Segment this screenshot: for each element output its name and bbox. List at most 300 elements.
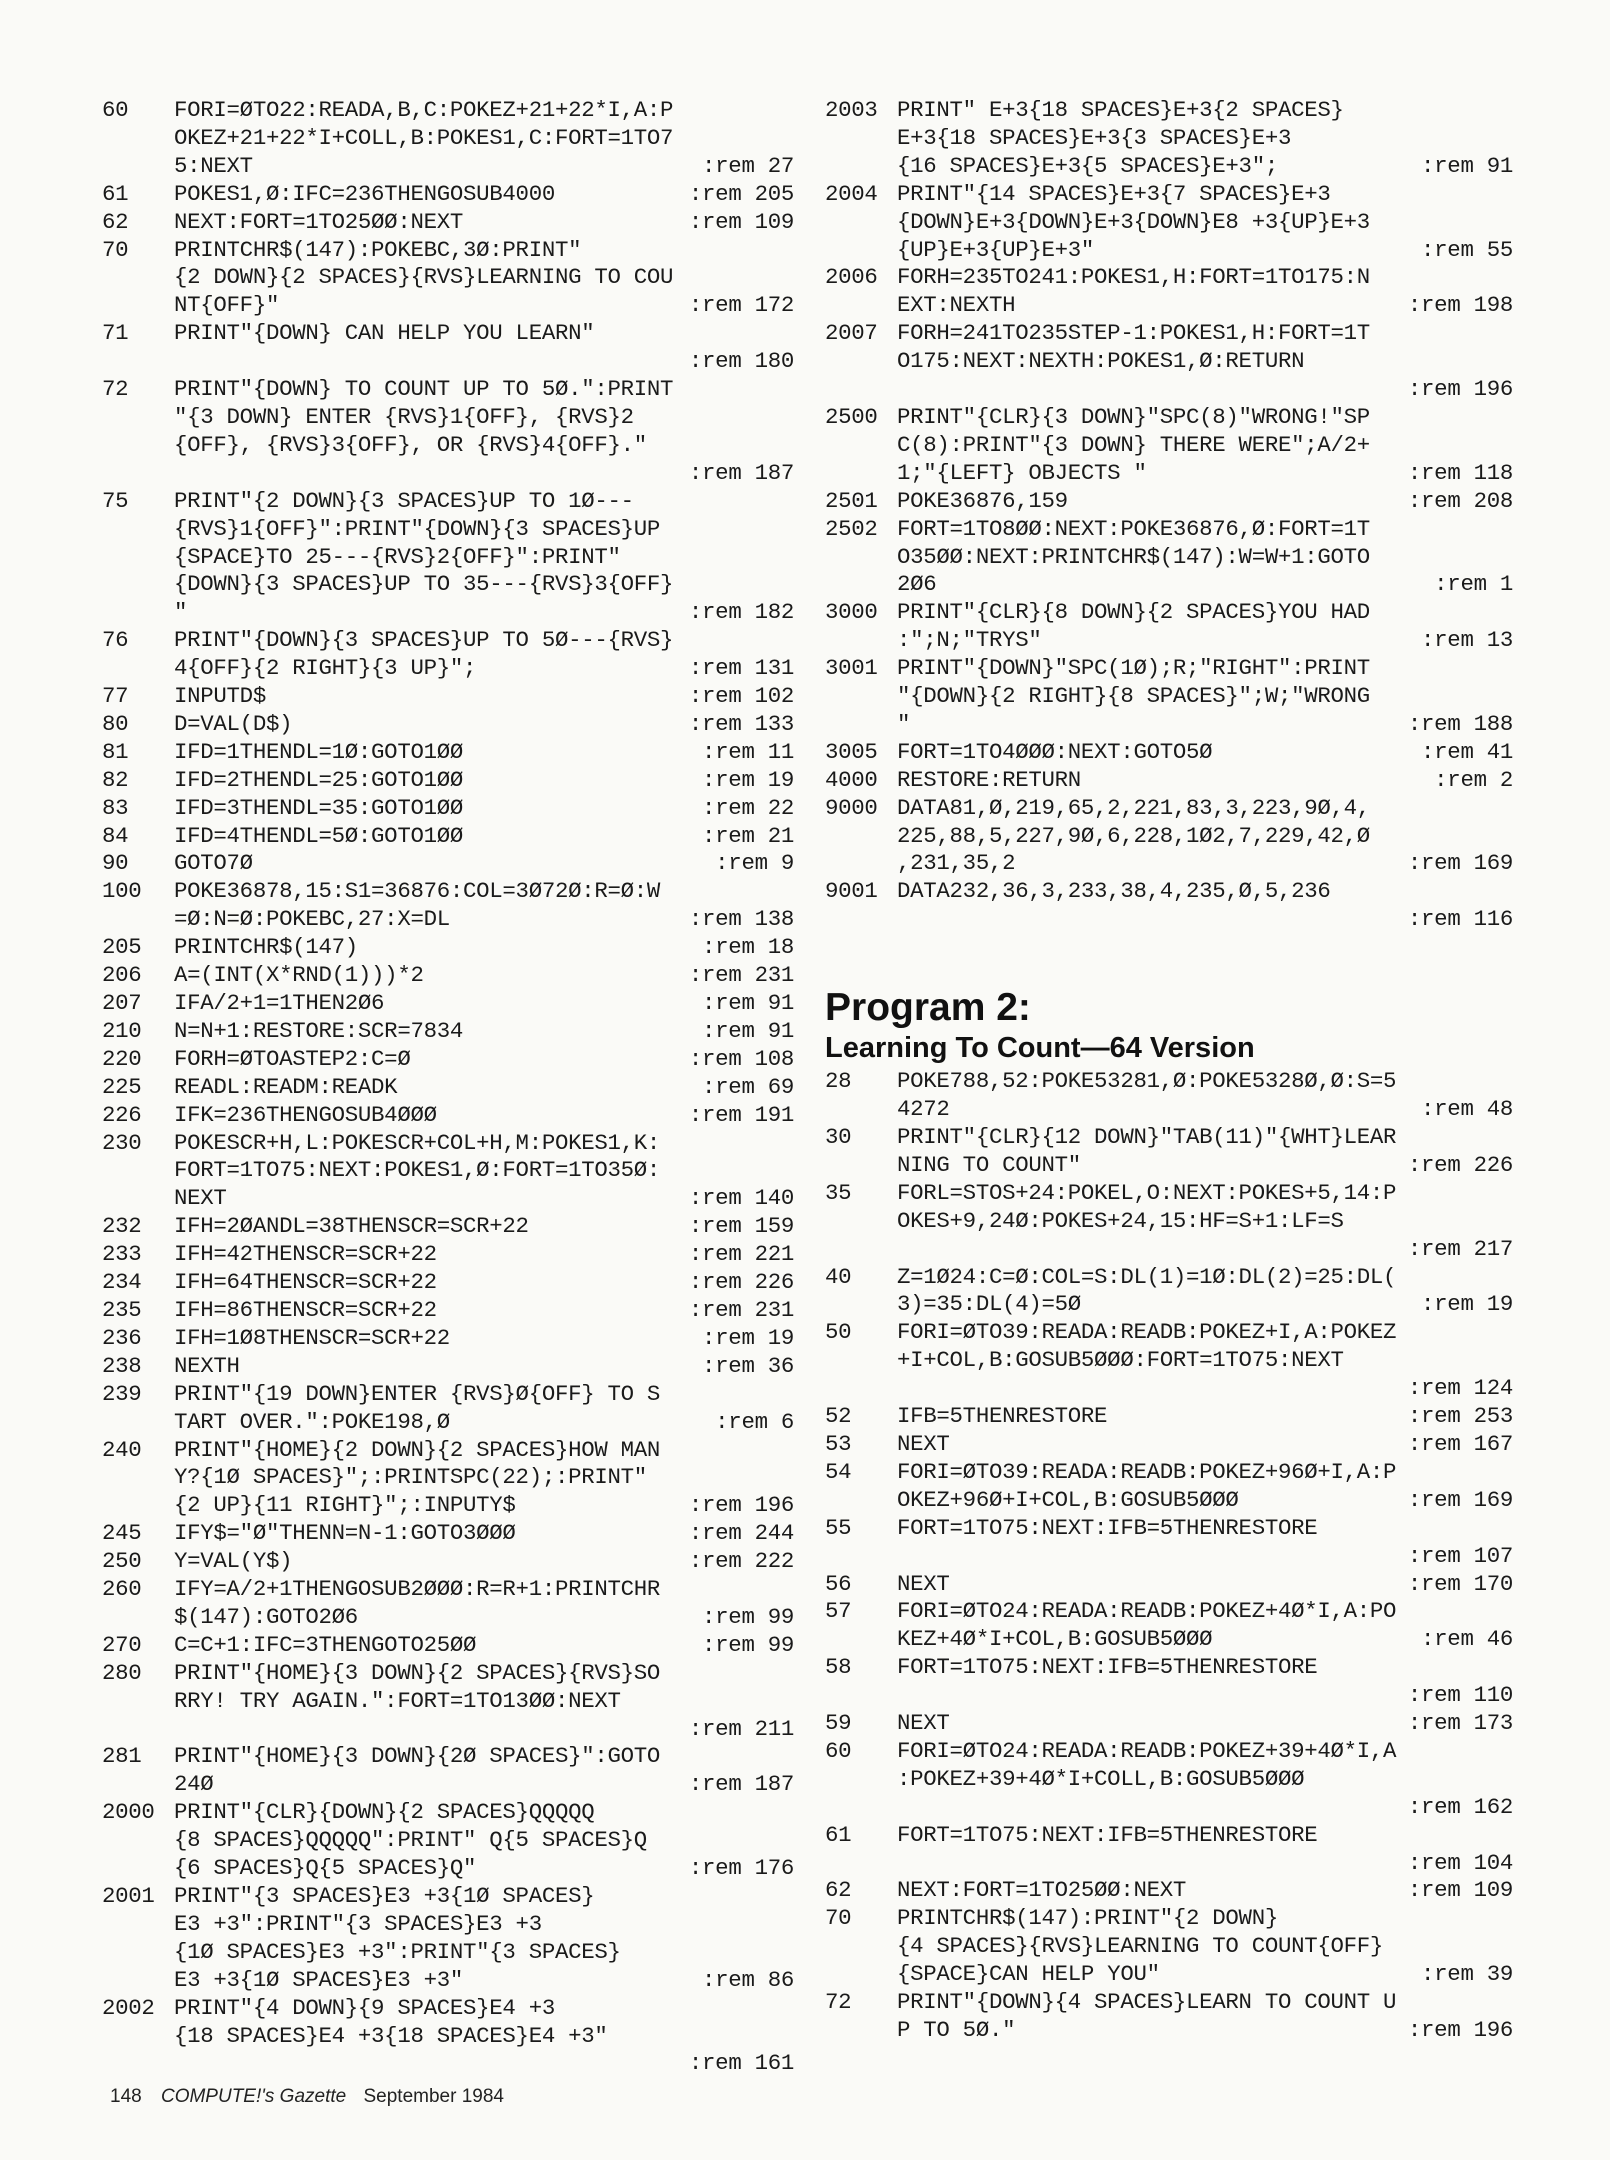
code-line [102, 181, 794, 209]
code-line [102, 1269, 794, 1297]
code-text [174, 1883, 794, 1911]
code-text [174, 264, 794, 292]
rem-checksum: :rem 131 [688, 655, 794, 682]
code-text [897, 1068, 1513, 1096]
rem-checksum: :rem 173 [1407, 1710, 1513, 1737]
code-fragment: PRINT"{CLR}{12 DOWN}"TAB(11)"{WHT}LEAR [897, 1124, 1397, 1150]
line-number: 58 [825, 1654, 852, 1681]
code-line [102, 767, 794, 795]
code-line [825, 1124, 1513, 1152]
code-line [825, 1096, 1513, 1124]
code-text [174, 432, 794, 460]
code-line [825, 655, 1513, 683]
rem-checksum: :rem 11 [702, 738, 794, 765]
code-fragment: =Ø:N=Ø:POKEBC,27:X=DL [174, 906, 450, 933]
magazine-name: COMPUTE!'s Gazette [160, 2086, 347, 2107]
code-line [825, 264, 1513, 292]
code-text [897, 125, 1513, 153]
program2-listing [825, 1068, 1513, 2045]
code-fragment: {6 SPACES}Q{5 SPACES}Q" [174, 1855, 477, 1882]
code-line [825, 1766, 1513, 1794]
code-fragment: KEZ+4Ø*I+COL,B:GOSUB5ØØØ [897, 1626, 1213, 1653]
line-number: 82 [102, 766, 129, 793]
rem-checksum: :rem 116 [1407, 906, 1513, 933]
rem-checksum: :rem 188 [1407, 710, 1513, 737]
code-fragment: IFH=86THENSCR=SCR+22 [174, 1296, 437, 1323]
program2-header [825, 986, 1513, 1066]
code-line [102, 1716, 794, 1744]
line-number: 40 [825, 1263, 852, 1290]
rem-checksum: :rem 18 [702, 934, 794, 961]
line-number: 234 [102, 1269, 142, 1296]
code-text [897, 1515, 1513, 1543]
code-text [897, 181, 1513, 209]
rem-checksum: :rem 21 [702, 822, 794, 849]
code-fragment: PRINT"{14 SPACES}E+3{7 SPACES}E+3 [897, 180, 1331, 207]
code-fragment: FORI=ØTO24:READA:READB:POKEZ+39+4Ø*I,A [897, 1737, 1397, 1764]
code-text [174, 181, 794, 209]
line-number: 2501 [825, 487, 878, 514]
code-fragment: P TO 5Ø." [897, 2017, 1016, 2043]
code-line [102, 1464, 794, 1492]
line-number: 210 [102, 1017, 142, 1044]
code-fragment: PRINT"{CLR}{8 DOWN}{2 SPACES}YOU HAD [897, 599, 1370, 626]
code-line [825, 850, 1513, 878]
code-fragment: RESTORE:RETURN [897, 766, 1081, 793]
code-fragment: FORT=1TO8ØØ:NEXT:POKE36876,Ø:FORT=1T [897, 515, 1370, 542]
code-line [825, 599, 1513, 627]
code-text [174, 1967, 794, 1995]
code-text [174, 1185, 794, 1213]
code-fragment: IFD=3THENDL=35:GOTO1ØØ [174, 794, 464, 821]
code-text [897, 320, 1513, 348]
line-number: 81 [102, 738, 129, 765]
code-line [102, 1074, 794, 1102]
code-line [825, 1180, 1513, 1208]
code-line [825, 1598, 1513, 1626]
code-fragment: " [897, 710, 911, 737]
line-number: 35 [825, 1179, 852, 1206]
code-fragment: E3 +3{1Ø SPACES}E3 +3" [174, 1966, 464, 1993]
code-fragment: PRINT"{DOWN}"SPC(1Ø);R;"RIGHT":PRINT [897, 655, 1370, 682]
code-line [102, 962, 794, 990]
code-line [102, 1604, 794, 1632]
code-line [102, 1743, 794, 1771]
rem-checksum: :rem 191 [688, 1101, 794, 1128]
line-number: 60 [102, 97, 129, 123]
code-fragment: PRINTCHR$(147):PRINT"{2 DOWN} [897, 1905, 1278, 1932]
rem-checksum: :rem 172 [688, 292, 794, 319]
code-fragment: FORH=235TO241:POKES1,H:FORT=1TO175:N [897, 264, 1370, 291]
code-line [102, 1157, 794, 1185]
code-line [825, 1152, 1513, 1180]
code-line [825, 1208, 1513, 1236]
rem-checksum: :rem 221 [688, 1241, 794, 1268]
code-line [825, 544, 1513, 572]
code-fragment: NEXT:FORT=1TO25ØØ:NEXT [897, 1877, 1187, 1904]
program2-title: Program 2: [825, 986, 1031, 1030]
code-line [102, 1995, 794, 2023]
code-text [897, 209, 1513, 237]
code-text [897, 516, 1513, 544]
rem-checksum: :rem 217 [1407, 1235, 1513, 1262]
code-line [102, 1297, 794, 1325]
code-fragment: IFD=4THENDL=5Ø:GOTO1ØØ [174, 822, 464, 849]
code-text [174, 1576, 794, 1604]
code-line [102, 1492, 794, 1520]
code-fragment: {DOWN}{3 SPACES}UP TO 35---{RVS}3{OFF} [174, 571, 674, 598]
rem-checksum: :rem 19 [702, 1324, 794, 1351]
code-fragment: RRY! TRY AGAIN.":FORT=1TO13ØØ:NEXT [174, 1687, 621, 1714]
code-line [825, 404, 1513, 432]
code-line [825, 1236, 1513, 1264]
code-line [102, 1827, 794, 1855]
code-text [174, 1548, 794, 1576]
code-line [825, 1682, 1513, 1710]
code-text [897, 878, 1513, 906]
issue-date: September 1984 [363, 2086, 504, 2107]
code-line [825, 432, 1513, 460]
code-text [174, 125, 794, 153]
line-number: 76 [102, 627, 129, 654]
code-line [825, 1515, 1513, 1543]
code-text [174, 1213, 794, 1241]
rem-checksum: :rem 138 [688, 906, 794, 933]
rem-checksum: :rem 6 [715, 1408, 794, 1435]
line-number: 233 [102, 1241, 142, 1268]
line-number: 220 [102, 1045, 142, 1072]
code-text [174, 376, 794, 404]
rem-checksum: :rem 91 [1421, 152, 1513, 179]
code-fragment: O175:NEXT:NEXTH:POKES1,Ø:RETURN [897, 348, 1305, 375]
code-line [102, 488, 794, 516]
code-fragment: {DOWN}E+3{DOWN}E+3{DOWN}E8 +3{UP}E+3 [897, 208, 1370, 235]
rem-checksum: :rem 55 [1421, 236, 1513, 263]
line-number: 205 [102, 934, 142, 961]
code-fragment: 2Ø6 [897, 571, 937, 598]
line-number: 207 [102, 990, 142, 1016]
code-text [897, 348, 1513, 376]
line-number: 50 [825, 1319, 852, 1346]
code-line [825, 1905, 1513, 1933]
line-number: 61 [825, 1821, 852, 1848]
code-fragment: PRINT"{HOME}{2 DOWN}{2 SPACES}HOW MAN [174, 1436, 661, 1463]
code-fragment: :POKEZ+39+4Ø*I+COLL,B:GOSUB5ØØØ [897, 1765, 1305, 1792]
code-line [102, 320, 794, 348]
code-fragment: POKE36876,159 [897, 487, 1068, 514]
code-fragment: IFH=1Ø8THENSCR=SCR+22 [174, 1324, 450, 1351]
code-line [102, 1855, 794, 1883]
rem-checksum: :rem 91 [702, 1017, 794, 1044]
code-line [825, 1961, 1513, 1989]
code-fragment: FORI=ØTO24:READA:READB:POKEZ+4Ø*I,A:PO [897, 1598, 1397, 1625]
rem-checksum: :rem 159 [688, 1213, 794, 1240]
code-line [825, 767, 1513, 795]
line-number: 80 [102, 710, 129, 737]
code-fragment: PRINT"{19 DOWN}ENTER {RVS}Ø{OFF} TO S [174, 1380, 661, 1407]
line-number: 2000 [102, 1799, 155, 1826]
line-number: 245 [102, 1520, 142, 1547]
line-number: 30 [825, 1124, 852, 1150]
line-number: 280 [102, 1659, 142, 1686]
code-line [825, 683, 1513, 711]
code-text [897, 1431, 1513, 1459]
line-number: 250 [102, 1548, 142, 1575]
line-number: 70 [825, 1905, 852, 1932]
code-line [102, 153, 794, 181]
rem-checksum: :rem 196 [1407, 376, 1513, 403]
code-text [174, 1157, 794, 1185]
line-number: 240 [102, 1436, 142, 1463]
rem-checksum: :rem 196 [688, 1492, 794, 1519]
line-number: 100 [102, 878, 142, 905]
code-text [174, 1018, 794, 1046]
rem-checksum: :rem 162 [1407, 1793, 1513, 1820]
code-text [174, 1743, 794, 1771]
code-text [174, 906, 794, 934]
code-text [897, 795, 1513, 823]
code-fragment: NEXT [897, 1570, 950, 1597]
code-text [174, 1325, 794, 1353]
code-line [102, 795, 794, 823]
code-fragment: "{3 DOWN} ENTER {RVS}1{OFF}, {RVS}2 [174, 403, 634, 430]
code-text [897, 292, 1513, 320]
code-line [102, 1967, 794, 1995]
rem-checksum: :rem 133 [688, 710, 794, 737]
code-line [102, 1409, 794, 1437]
code-line [102, 1799, 794, 1827]
code-fragment: FORI=ØTO39:READA:READB:POKEZ+I,A:POKEZ [897, 1319, 1397, 1346]
code-line [825, 1403, 1513, 1431]
line-number: 4000 [825, 766, 878, 793]
code-text [174, 1297, 794, 1325]
line-number: 2001 [102, 1883, 155, 1909]
code-line [825, 125, 1513, 153]
code-line [825, 1431, 1513, 1459]
code-fragment: Y=VAL(Y$) [174, 1548, 293, 1575]
rem-checksum: :rem 110 [1407, 1682, 1513, 1709]
code-text [174, 1046, 794, 1074]
line-number: 236 [102, 1324, 142, 1351]
code-text [174, 292, 794, 320]
rem-checksum: :rem 69 [702, 1073, 794, 1100]
line-number: 3001 [825, 655, 878, 682]
code-line [102, 571, 794, 599]
code-fragment: {16 SPACES}E+3{5 SPACES}E+3"; [897, 152, 1278, 179]
code-line [102, 516, 794, 544]
code-text [174, 516, 794, 544]
code-line [102, 125, 794, 153]
code-fragment: NEXT [897, 1710, 950, 1737]
line-number: 2004 [825, 180, 878, 207]
code-text [897, 544, 1513, 572]
code-line [102, 97, 794, 125]
code-text [897, 627, 1513, 655]
code-line [825, 1822, 1513, 1850]
code-fragment: PRINT"{4 DOWN}{9 SPACES}E4 +3 [174, 1994, 555, 2021]
code-text [897, 1822, 1513, 1850]
code-fragment: IFH=42THENSCR=SCR+22 [174, 1241, 437, 1268]
line-number: 55 [825, 1514, 852, 1541]
line-number: 2002 [102, 1994, 155, 2021]
code-fragment: {4 SPACES}{RVS}LEARNING TO COUNT{OFF} [897, 1933, 1384, 1960]
code-fragment: IFY=A/2+1THENGOSUB2ØØØ:R=R+1:PRINTCHR [174, 1576, 661, 1603]
code-line [102, 348, 794, 376]
code-line [825, 1347, 1513, 1375]
code-line [102, 878, 794, 906]
code-text [897, 1571, 1513, 1599]
rem-checksum: :rem 39 [1421, 1961, 1513, 1988]
code-line [825, 711, 1513, 739]
code-fragment: IFY$="Ø"THENN=N-1:GOTO3ØØØ [174, 1520, 516, 1547]
code-line [102, 1437, 794, 1465]
code-line [825, 1375, 1513, 1403]
code-fragment: POKE788,52:POKE53281,Ø:POKE5328Ø,Ø:S=5 [897, 1068, 1397, 1095]
code-text [174, 711, 794, 739]
code-line [102, 237, 794, 265]
code-text [897, 153, 1513, 181]
code-fragment: A=(INT(X*RND(1)))*2 [174, 962, 424, 989]
code-fragment: " [174, 599, 188, 626]
line-number: 62 [102, 208, 129, 235]
code-line [102, 683, 794, 711]
line-number: 60 [825, 1737, 852, 1764]
code-fragment: PRINT"{DOWN} TO COUNT UP TO 5Ø.":PRINT [174, 376, 674, 403]
code-text [174, 1241, 794, 1269]
rem-checksum: :rem 167 [1407, 1430, 1513, 1457]
code-text [897, 1208, 1513, 1236]
code-text [174, 97, 794, 125]
rem-checksum: :rem 226 [688, 1269, 794, 1296]
rem-checksum: :rem 182 [688, 599, 794, 626]
line-number: 239 [102, 1380, 142, 1407]
code-fragment: POKE36878,15:S1=36876:COL=3Ø72Ø:R=Ø:W [174, 878, 661, 905]
code-text [174, 655, 794, 683]
code-text [174, 237, 794, 265]
code-fragment: 225,88,5,227,9Ø,6,228,1Ø2,7,229,42,Ø [897, 822, 1370, 849]
rem-checksum: :rem 196 [1407, 2017, 1513, 2043]
rem-checksum: :rem 124 [1407, 1375, 1513, 1402]
code-fragment: DATA81,Ø,219,65,2,221,83,3,223,9Ø,4, [897, 794, 1370, 821]
line-number: 72 [102, 376, 129, 403]
code-text [174, 823, 794, 851]
code-fragment: IFB=5THENRESTORE [897, 1403, 1108, 1430]
rem-checksum: :rem 91 [702, 990, 794, 1016]
code-text [897, 432, 1513, 460]
code-line [825, 1626, 1513, 1654]
rem-checksum: :rem 187 [688, 459, 794, 486]
code-text [897, 1710, 1513, 1738]
code-fragment: PRINT"{HOME}{3 DOWN}{2Ø SPACES}":GOTO [174, 1743, 661, 1770]
code-fragment: PRINT"{2 DOWN}{3 SPACES}UP TO 1Ø--- [174, 487, 634, 514]
code-text [174, 1464, 794, 1492]
code-fragment: PRINT"{CLR}{3 DOWN}"SPC(8)"WRONG!"SP [897, 403, 1370, 430]
code-text [174, 1437, 794, 1465]
code-fragment: FORT=1TO4ØØØ:NEXT:GOTO5Ø [897, 738, 1213, 765]
rem-checksum: :rem 13 [1421, 627, 1513, 654]
code-fragment: IFH=64THENSCR=SCR+22 [174, 1269, 437, 1296]
rem-checksum: :rem 2 [1434, 766, 1513, 793]
code-text [897, 1961, 1513, 1989]
line-number: 59 [825, 1710, 852, 1737]
code-text [174, 1492, 794, 1520]
code-text [897, 739, 1513, 767]
code-text [174, 1604, 794, 1632]
line-number: 226 [102, 1101, 142, 1128]
code-line [102, 2023, 794, 2051]
line-number: 90 [102, 850, 129, 877]
code-fragment: FORT=1TO75:NEXT:IFB=5THENRESTORE [897, 1654, 1318, 1681]
code-line [102, 934, 794, 962]
rem-checksum: :rem 107 [1407, 1542, 1513, 1569]
code-line [825, 1933, 1513, 1961]
listing-right-column [825, 97, 1513, 2045]
code-text [174, 1409, 794, 1437]
code-line [102, 1325, 794, 1353]
code-line [102, 906, 794, 934]
rem-checksum: :rem 36 [702, 1352, 794, 1379]
code-line [102, 711, 794, 739]
code-text [174, 878, 794, 906]
code-fragment: E3 +3":PRINT"{3 SPACES}E3 +3 [174, 1910, 542, 1937]
code-fragment: OKEZ+21+22*I+COLL,B:POKES1,C:FORT=1TO7 [174, 124, 674, 151]
code-fragment: IFK=236THENGOSUB4ØØØ [174, 1101, 437, 1128]
rem-checksum: :rem 211 [688, 1715, 794, 1742]
code-fragment: FORT=1TO75:NEXT:POKES1,Ø:FORT=1TO35Ø: [174, 1157, 661, 1184]
rem-checksum: :rem 46 [1421, 1626, 1513, 1653]
line-number: 238 [102, 1352, 142, 1379]
rem-checksum: :rem 244 [688, 1520, 794, 1547]
listing-left-column [102, 97, 794, 2078]
line-number: 53 [825, 1430, 852, 1457]
code-fragment: NEXTH [174, 1352, 240, 1379]
rem-checksum: :rem 169 [1407, 850, 1513, 877]
code-text [174, 1102, 794, 1130]
rem-checksum: :rem 208 [1407, 487, 1513, 514]
code-text [897, 1152, 1513, 1180]
code-line [102, 544, 794, 572]
code-line [825, 153, 1513, 181]
code-fragment: PRINT"{CLR}{DOWN}{2 SPACES}QQQQQ [174, 1799, 595, 1826]
code-line [102, 1576, 794, 1604]
code-text [897, 850, 1513, 878]
code-line [825, 878, 1513, 906]
code-fragment: NEXT [897, 1430, 950, 1457]
code-line [825, 1710, 1513, 1738]
code-line [825, 1068, 1513, 1096]
code-text [174, 153, 794, 181]
line-number: 28 [825, 1068, 852, 1095]
code-fragment: ,231,35,2 [897, 850, 1016, 877]
code-text [174, 544, 794, 572]
code-fragment: INPUTD$ [174, 683, 266, 710]
code-line [102, 376, 794, 404]
code-text [174, 1130, 794, 1158]
rem-checksum: :rem 102 [688, 683, 794, 710]
code-text [897, 1096, 1513, 1124]
code-fragment: NEXT [174, 1185, 227, 1212]
program1-continued [825, 97, 1513, 934]
line-number: 75 [102, 487, 129, 514]
code-line [102, 1883, 794, 1911]
code-line [825, 627, 1513, 655]
code-text [897, 1459, 1513, 1487]
code-text [174, 683, 794, 711]
code-fragment: Z=1Ø24:C=Ø:COL=S:DL(1)=1Ø:DL(2)=25:DL( [897, 1263, 1397, 1290]
line-number: 9000 [825, 794, 878, 821]
code-line [102, 404, 794, 432]
code-line [825, 906, 1513, 934]
